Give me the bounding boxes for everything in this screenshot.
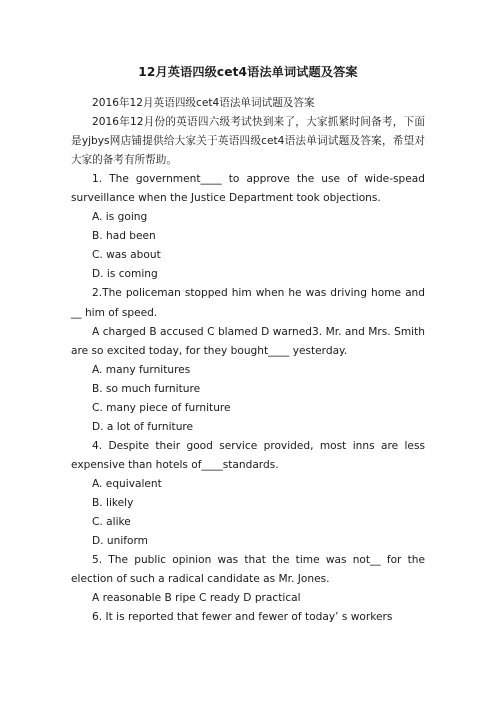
answer-option: A. equivalent xyxy=(92,477,162,490)
answer-option: B. had been xyxy=(92,230,156,243)
intro-paragraph: 2016年12月份的英语四六级考试快到来了，大家抓紧时间备考，下面是yjbys网店铺提供给大家关于英语四级cet4语法单词试题及答案，希望对大家的备考有所帮助。 xyxy=(71,116,425,167)
answer-option: D. a lot of furniture xyxy=(92,420,194,433)
document-body xyxy=(71,94,425,627)
answer-option: C. alike xyxy=(92,516,131,529)
question-stem: A reasonable B ripe C ready D practical xyxy=(92,592,301,605)
answer-option: D. uniform xyxy=(92,535,148,548)
question-stem: 2.The policeman stopped him when he was driving home and __ him of speed. xyxy=(71,287,425,319)
question-stem: A charged B accused C blamed D warned3. Mr. and Mrs. Smith are so excited today, for they bought____ yesterday. xyxy=(71,325,425,357)
question-stem: 1. The government____ to approve the use of wide-spead surveillance when the Justice Department took objections. xyxy=(71,173,425,205)
question-stem: 6. It is reported that fewer and fewer of today’ s workers xyxy=(92,611,393,624)
answer-option: B. likely xyxy=(92,496,134,509)
answer-option: C. was about xyxy=(92,249,161,262)
answer-option: D. is coming xyxy=(92,268,158,281)
document-title: 12月英语四级cet4语法单词试题及答案 xyxy=(138,65,358,79)
question-stem: 5. The public opinion was that the time was not__ for the election of such a radical candidate as Mr. Jones. xyxy=(71,554,425,586)
answer-option: B. so much furniture xyxy=(92,382,201,395)
answer-option: A. is going xyxy=(92,211,148,224)
answer-option: A. many furnitures xyxy=(92,363,191,376)
answer-option: C. many piece of furniture xyxy=(92,401,231,414)
document-subtitle: 2016年12月英语四级cet4语法单词试题及答案 xyxy=(92,97,315,109)
question-stem: 4. Despite their good service provided, most inns are less expensive than hotels of____standards. xyxy=(71,439,425,471)
